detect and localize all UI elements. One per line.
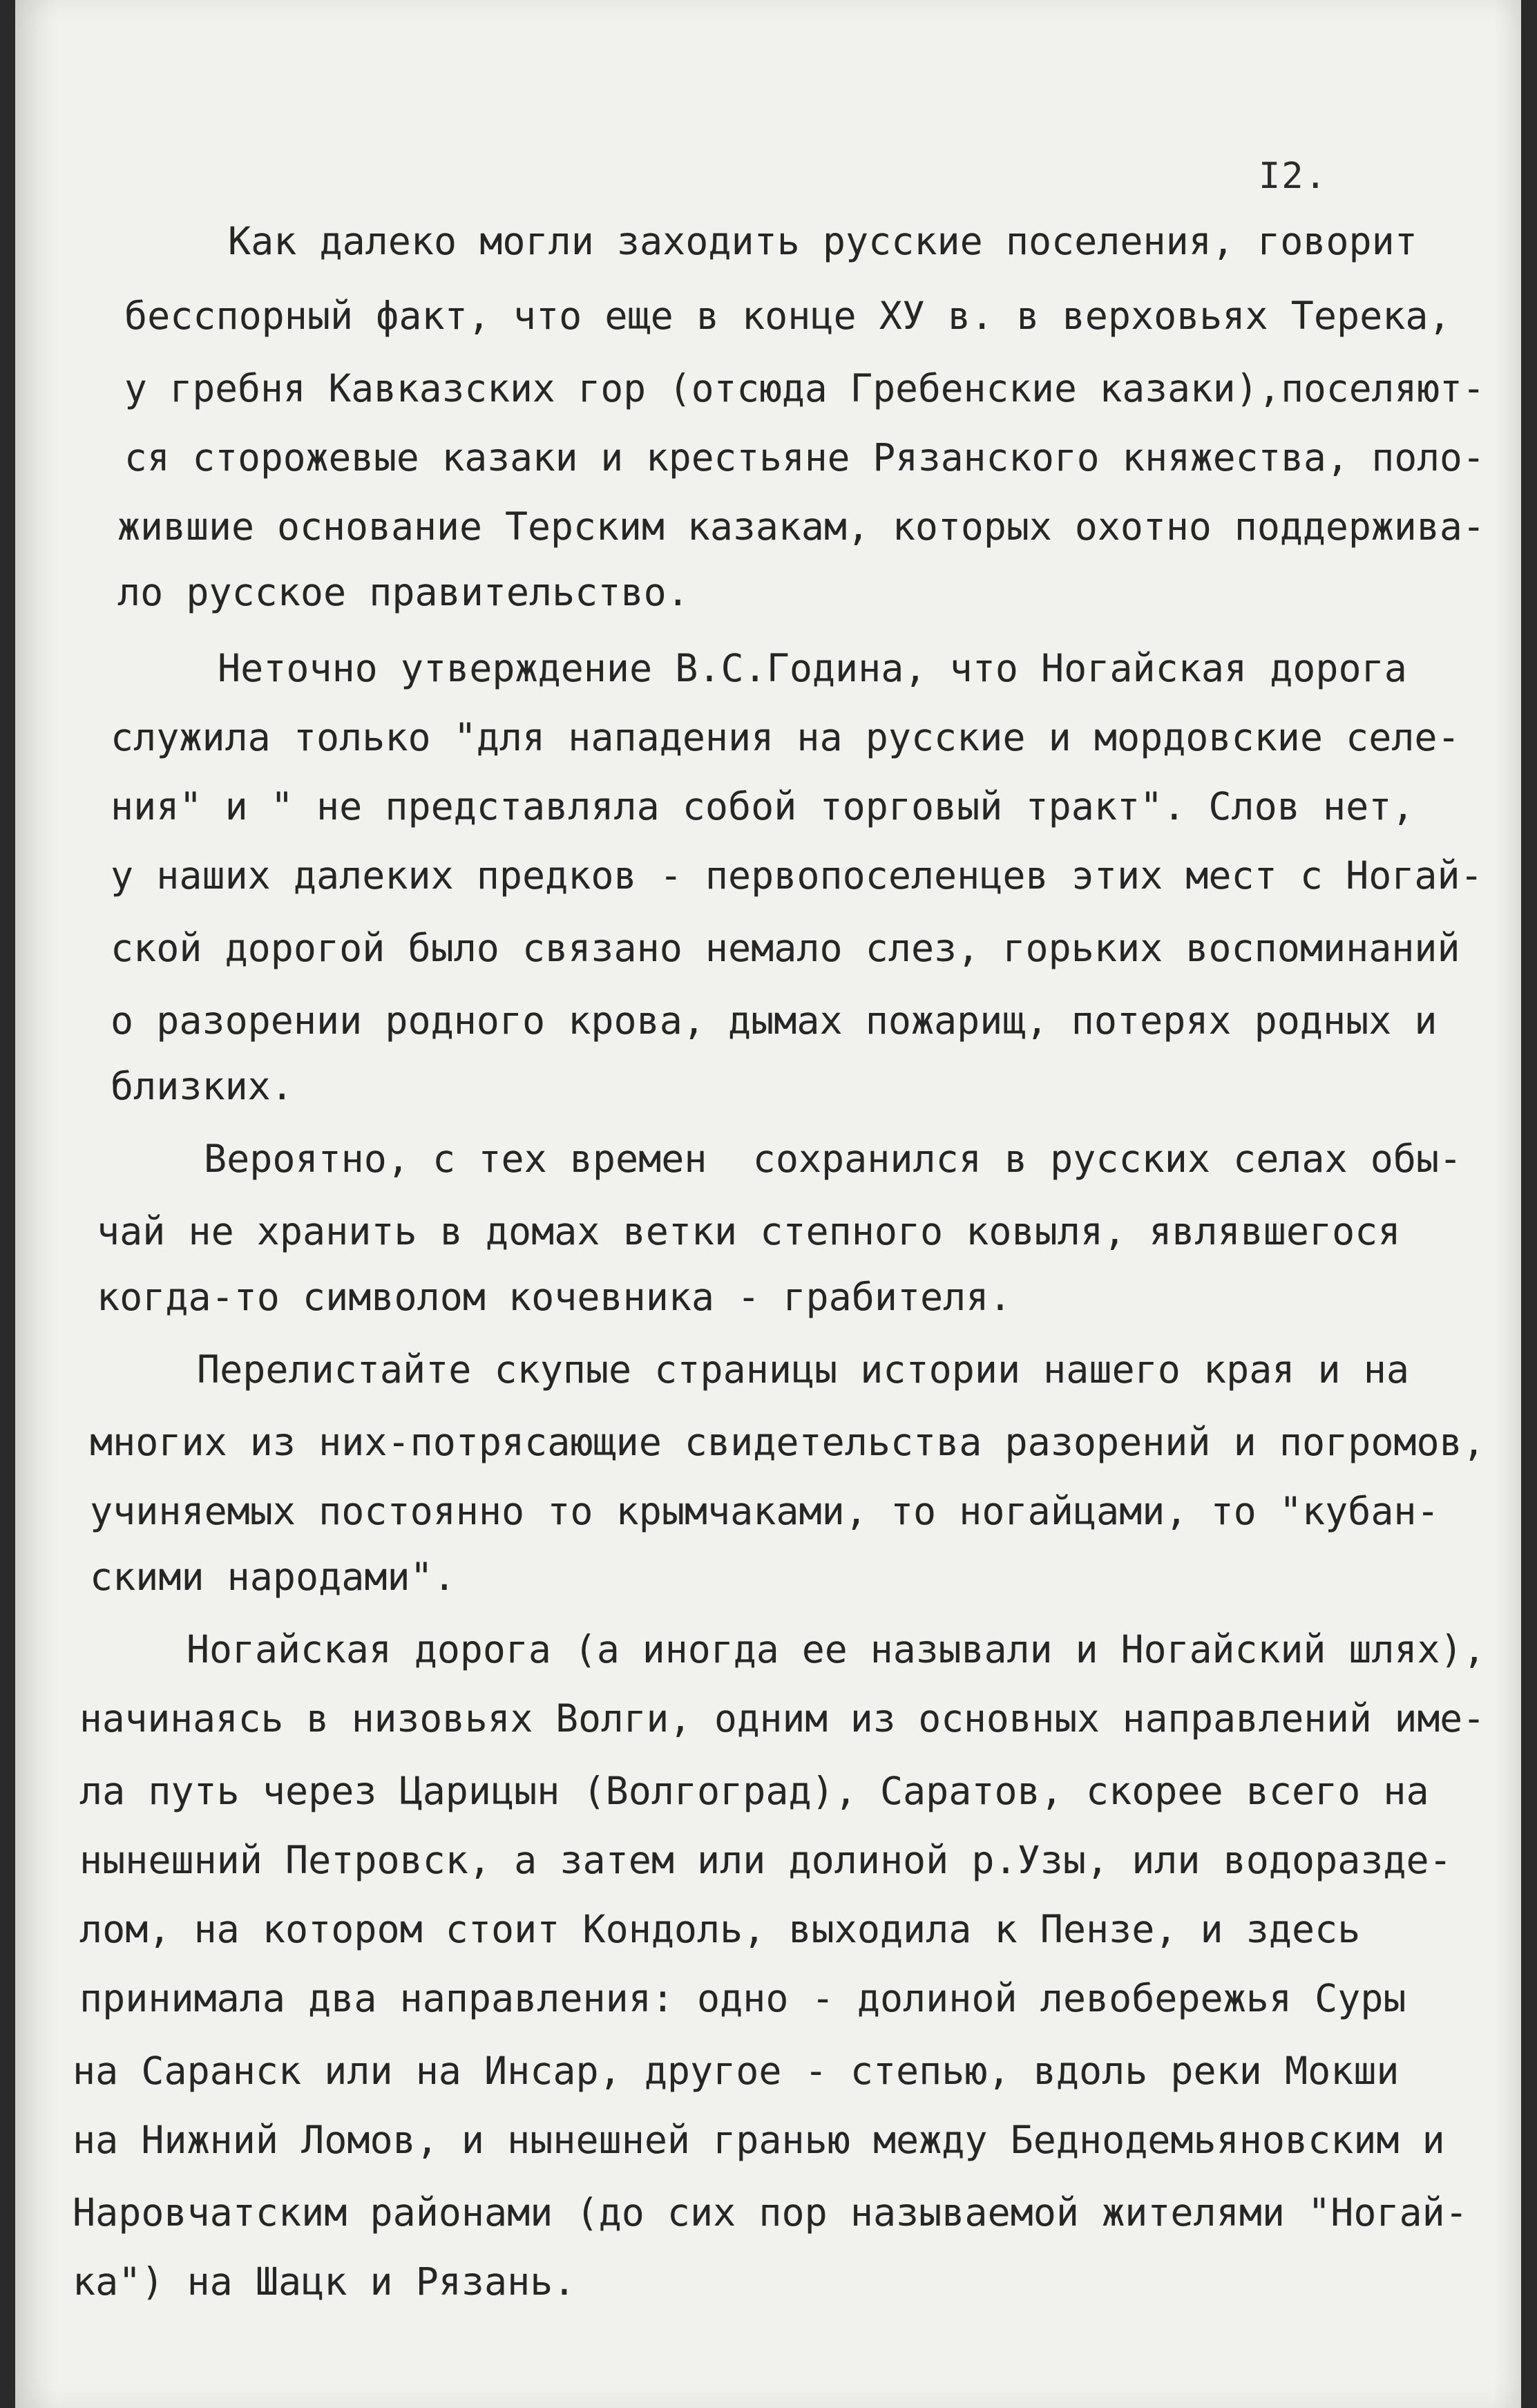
text-line: служила только "для нападения на русские и мордовские селе- bbox=[111, 715, 1460, 759]
text-line: на Нижний Ломов, и нынешней гранью между Беднодемьяновским и bbox=[73, 2118, 1445, 2162]
text-line: нынешний Петровск, а затем или долиной р.Узы, или водоразде- bbox=[79, 1838, 1452, 1882]
text-line: многих из них-потрясающие свидетельства разорений и погромов, bbox=[90, 1420, 1485, 1464]
text-line: ло русское правительство. bbox=[117, 570, 689, 614]
text-line: ния" и " не представляла собой торговый тракт". Слов нет, bbox=[111, 784, 1415, 828]
text-line: принимала два направления: одно - долиной левобережья Суры bbox=[79, 1976, 1406, 2020]
text-line: Вероятно, с тех времен сохранился в русских селах обы- bbox=[204, 1137, 1462, 1181]
text-line: учиняемых постоянно то крымчаками, то ногайцами, то "кубан- bbox=[90, 1489, 1440, 1533]
text-line: о разорении родного крова, дымах пожарищ, потерях родных и bbox=[111, 998, 1438, 1043]
text-line: бесспорный факт, что еще в конце ХУ в. в верховьях Терека, bbox=[124, 294, 1451, 338]
text-line: скими народами". bbox=[90, 1555, 456, 1599]
text-line: на Саранск или на Инсар, другое - степью, вдоль реки Мокши bbox=[73, 2049, 1400, 2093]
text-line: Неточно утверждение В.С.Година, что Ногайская дорога bbox=[218, 646, 1407, 690]
text-line: у наших далеких предков - первопоселенцев этих мест с Ногай- bbox=[111, 853, 1483, 898]
text-line: ка") на Шацк и Рязань. bbox=[73, 2259, 576, 2304]
text-line: Перелистайте скупые страницы истории нашего края и на bbox=[197, 1347, 1409, 1392]
text-line: начинаясь в низовьях Волги, одним из основных направлений име- bbox=[79, 1696, 1485, 1741]
text-line: чай не хранить в домах ветки степного ковыля, являвшегося bbox=[97, 1209, 1401, 1253]
text-line: Наровчатским районами (до сих пор называемой жителями "Ногай- bbox=[73, 2190, 1468, 2235]
text-line: жившие основание Терским казакам, которых охотно поддержива- bbox=[117, 504, 1485, 549]
text-line: у гребня Кавказских гор (отсюда Гребенские казаки),поселяют- bbox=[124, 366, 1485, 410]
text-line: лом, на котором стоит Кондоль, выходила к Пензе, и здесь bbox=[79, 1907, 1361, 1951]
text-line: ла путь через Царицын (Волгоград), Саратов, скорее всего на bbox=[79, 1769, 1429, 1813]
text-line: близких. bbox=[111, 1064, 294, 1108]
page-number: I2. bbox=[1259, 155, 1328, 197]
text-line: ской дорогой было связано немало слез, горьких воспоминаний bbox=[111, 926, 1460, 970]
text-line: когда-то символом кочевника - грабителя. bbox=[97, 1275, 1012, 1319]
text-line: Как далеко могли заходить русские поселения, говорит bbox=[228, 219, 1417, 263]
text-line: ся сторожевые казаки и крестьяне Рязанского княжества, поло- bbox=[124, 435, 1485, 480]
text-line: Ногайская дорога (а иногда ее называли и Ногайский шлях), bbox=[187, 1627, 1486, 1671]
